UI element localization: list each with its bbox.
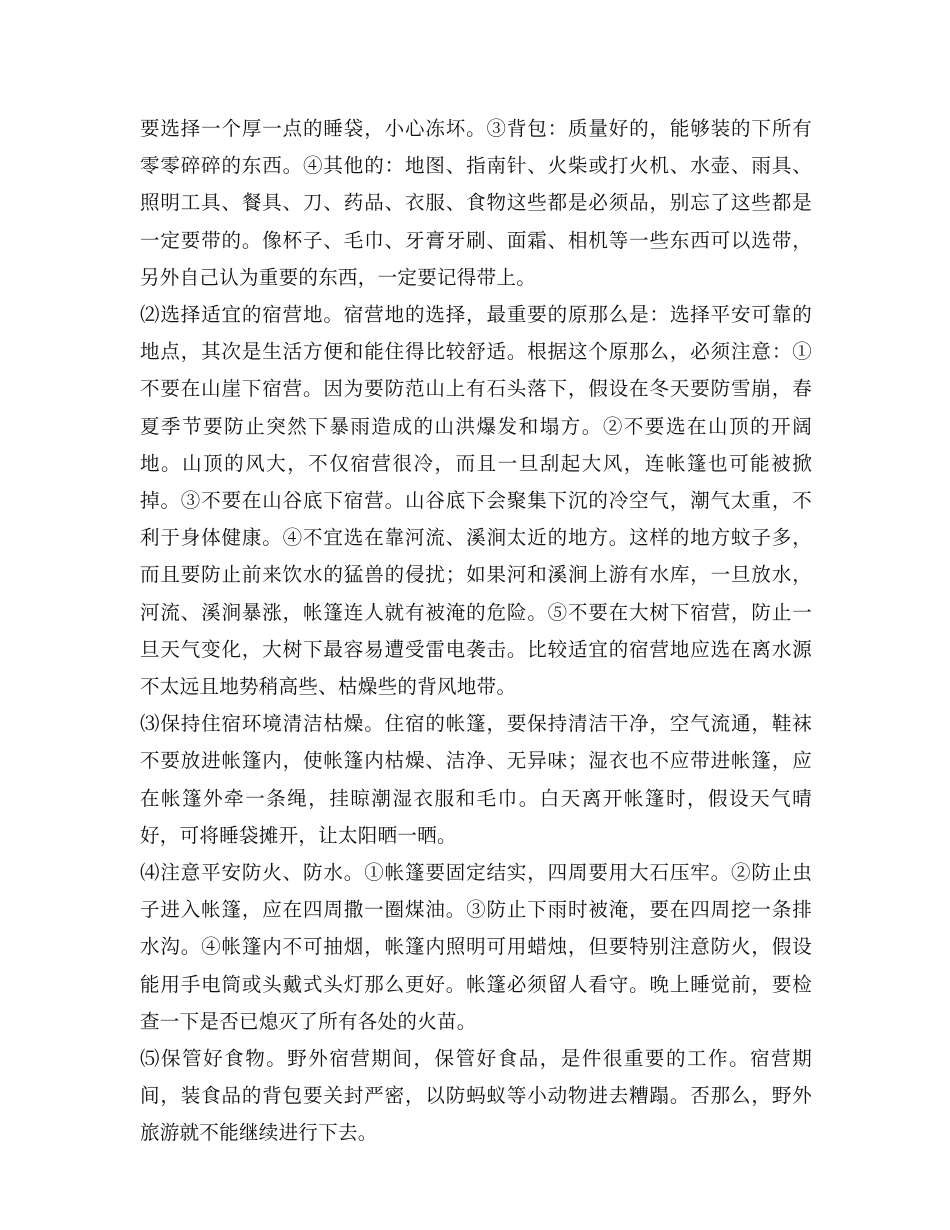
document-body [140,110,812,1152]
paragraph-keep-clean-dry: ⑶保持住宿环境清洁枯燥。住宿的帐篷，要保持清洁干净，空气流通，鞋袜不要放进帐篷内，使帐篷内枯燥、洁净、无异味；湿衣也不应带进帐篷，应在帐篷外牵一条绳，挂晾潮湿衣服和毛巾。白天离开帐篷时，假设天气晴好，可将睡袋摊开，让太阳晒一晒。 [140,712,812,847]
paragraph-fire-water-safety: ⑷注意平安防火、防水。①帐篷要固定结实，四周要用大石压牢。②防止虫子进入帐篷，应在四周撒一圈煤油。③防止下雨时被淹，要在四周挖一条排水沟。④帐篷内不可抽烟，帐篷内照明可用蜡烛，但要特别注意防火，假设能用手电筒或头戴式头灯那么更好。帐篷必须留人看守。晚上睡觉前，要检查一下是否已熄灭了所有各处的火苗。 [140,861,812,1033]
paragraph-food-storage: ⑸保管好食物。野外宿营期间，保管好食品，是件很重要的工作。宿营期间，装食品的背包要关封严密，以防蚂蚁等小动物进去糟蹋。否那么，野外旅游就不能继续进行下去。 [140,1047,812,1145]
paragraph-campsite-selection: ⑵选择适宜的宿营地。宿营地的选择，最重要的原那么是：选择平安可靠的地点，其次是生活方便和能住得比较舒适。根据这个原那么，必须注意：①不要在山崖下宿营。因为要防范山上有石头落下，假设在冬天要防雪崩，春夏季节要防止突然下暴雨造成的山洪爆发和塌方。②不要选在山顶的开阔地。山顶的风大，不仅宿营很冷，而且一旦刮起大风，连帐篷也可能被掀掉。③不要在山谷底下宿营。山谷底下会聚集下沉的冷空气，潮气太重，不利于身体健康。④不宜选在靠河流、溪涧太近的地方。这样的地方蚊子多，而且要防止前来饮水的猛兽的侵扰；如果河和溪涧上游有水库，一旦放水，河流、溪涧暴涨，帐篷连人就有被淹的危险。⑤不要在大树下宿营，防止一旦天气变化，大树下最容易遭受雷电袭击。比较适宜的宿营地应选在离水源不太远且地势稍高些、枯燥些的背风地带。 [140,303,812,699]
paragraph-packing-list: 要选择一个厚一点的睡袋，小心冻坏。③背包：质量好的，能够装的下所有零零碎碎的东西。④其他的：地图、指南针、火柴或打火机、水壶、雨具、照明工具、餐具、刀、药品、衣服、食物这些都是必须品，别忘了这些都是一定要带的。像杯子、毛巾、牙膏牙刷、面霜、相机等一些东西可以选带，另外自己认为重要的东西，一定要记得带上。 [140,117,812,289]
